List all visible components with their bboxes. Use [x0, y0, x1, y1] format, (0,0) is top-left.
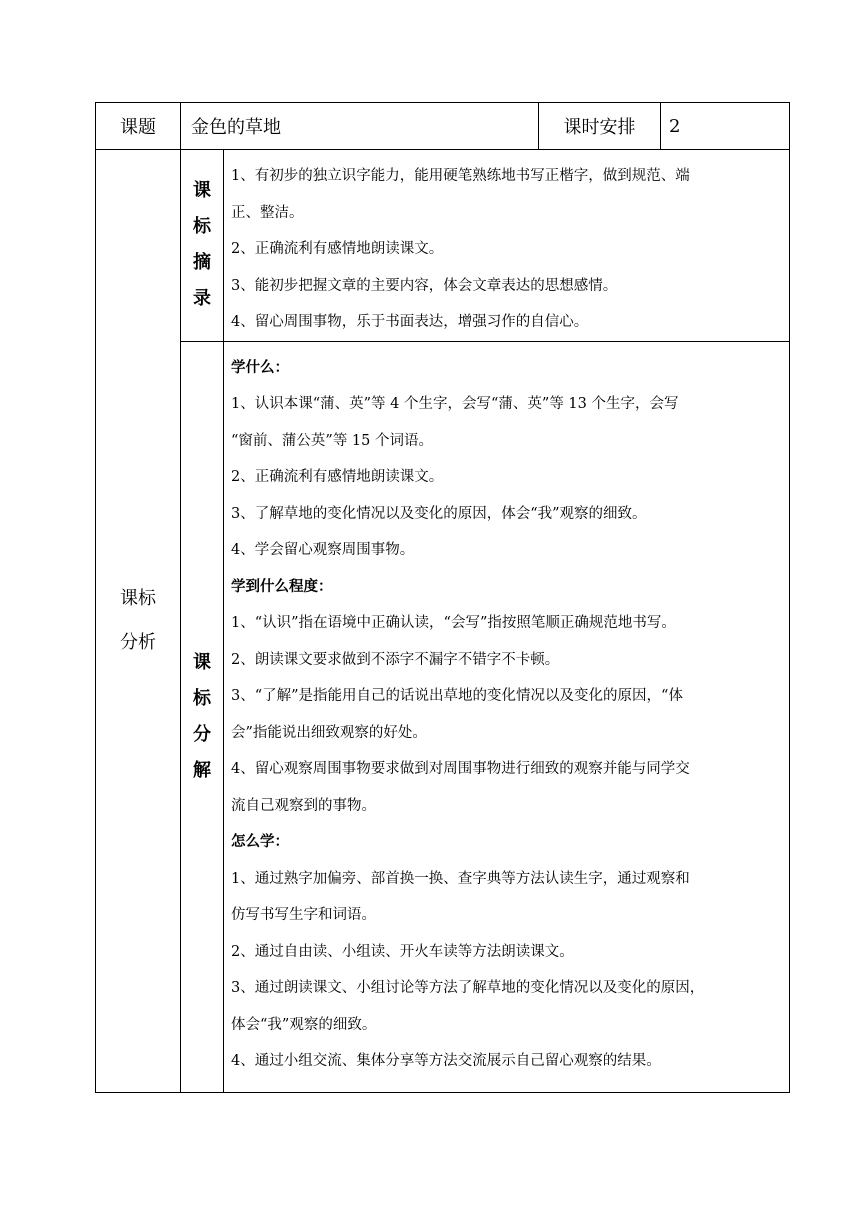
analysis-label [96, 150, 181, 1093]
section-heading: 怎么学： [231, 834, 289, 850]
hours-value: 2 [661, 103, 790, 150]
section-line: 会”指能说出细致观察的好处。 [231, 724, 427, 741]
section-line: 2、正确流利有感情地朗读课文。 [231, 469, 444, 485]
breakdown-label-char: 分 [193, 723, 211, 745]
section-line: 2、通过自由读、小组读、开火车读等方法朗读课文。 [231, 943, 574, 960]
topic-label: 课题 [96, 103, 181, 150]
excerpt-line: 正、整洁。 [231, 204, 304, 221]
breakdown-content [224, 341, 790, 1092]
excerpt-row [96, 150, 790, 342]
section-line: “窗前、蒲公英”等 15 个词语。 [231, 432, 433, 449]
section-line: 流自己观察到的事物。 [231, 797, 376, 814]
section-line: 3、了解草地的变化情况以及变化的原因，体会“我”观察的细致。 [231, 505, 647, 522]
section-line: 2、朗读课文要求做到不添字不漏字不错字不卡顿。 [231, 651, 560, 668]
analysis-label-line2: 分析 [120, 631, 156, 653]
excerpt-line: 2、正确流利有感情地朗读课文。 [231, 241, 444, 257]
section-line: 3、“了解”是指能用自己的话说出草地的变化情况以及变化的原因，“体 [231, 688, 683, 704]
breakdown-row [96, 341, 790, 1092]
excerpt-content [224, 150, 790, 342]
excerpt-label-char: 录 [193, 288, 211, 310]
section-line: 3、通过朗读课文、小组讨论等方法了解草地的变化情况以及变化的原因， [231, 980, 705, 996]
section-line: 1、通过熟字加偏旁、部首换一换、查字典等方法认读生字，通过观察和 [231, 870, 690, 887]
lesson-plan-table [95, 102, 790, 1093]
section-heading: 学到什么程度： [231, 578, 333, 595]
section-line: 1、“认识”指在语境中正确认读，“会写”指按照笔顺正确规范地书写。 [231, 615, 676, 631]
excerpt-label-char: 课 [193, 180, 211, 202]
excerpt-line: 1、有初步的独立识字能力，能用硬笔熟练地书写正楷字，做到规范、端 [231, 168, 690, 184]
breakdown-label-char: 解 [193, 759, 211, 781]
section-line: 4、留心观察周围事物要求做到对周围事物进行细致的观察并能与同学交 [231, 761, 690, 777]
section-line: 4、通过小组交流、集体分享等方法交流展示自己留心观察的结果。 [231, 1053, 661, 1069]
section-line: 仿写书写生字和词语。 [231, 907, 376, 923]
analysis-label-line1: 课标 [120, 587, 156, 609]
breakdown-label [181, 341, 224, 1092]
section-line: 体会“我”观察的细致。 [231, 1016, 377, 1033]
section-line: 1、认识本课“蒲、英”等 4 个生字，会写“蒲、英”等 13 个生字，会写 [231, 396, 679, 412]
excerpt-line: 4、留心周围事物，乐于书面表达，增强习作的自信心。 [231, 314, 589, 330]
section-line: 4、学会留心观察周围事物。 [231, 542, 415, 558]
header-row [96, 103, 790, 150]
breakdown-label-char: 课 [193, 651, 211, 673]
hours-label: 课时安排 [539, 103, 661, 150]
excerpt-label [181, 150, 224, 342]
excerpt-line: 3、能初步把握文章的主要内容，体会文章表达的思想感情。 [231, 277, 618, 294]
section-heading: 学什么： [231, 359, 289, 376]
breakdown-label-char: 标 [193, 687, 211, 709]
topic-value: 金色的草地 [181, 103, 539, 150]
excerpt-label-char: 标 [193, 216, 211, 238]
excerpt-label-char: 摘 [193, 252, 211, 274]
